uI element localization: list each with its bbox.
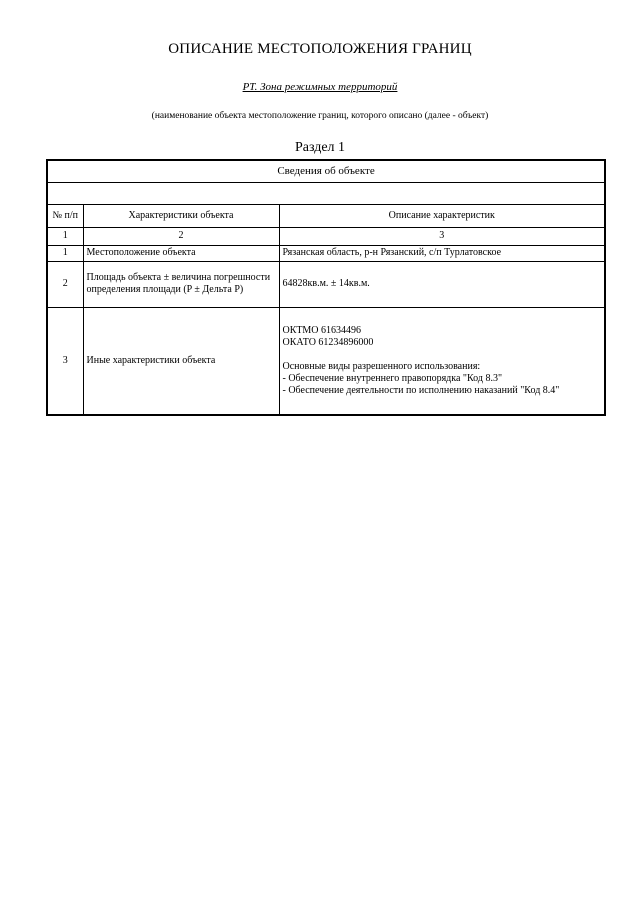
- column-header-characteristic: Характеристики объекта: [83, 204, 279, 227]
- column-number-3: 3: [279, 227, 605, 245]
- column-header-number: № п/п: [47, 204, 83, 227]
- row-number: 1: [47, 245, 83, 261]
- column-header-description: Описание характеристик: [279, 204, 605, 227]
- table-row: [47, 261, 605, 307]
- row-characteristic: Иные характеристики объекта: [83, 307, 279, 415]
- document-title: ОПИСАНИЕ МЕСТОПОЛОЖЕНИЯ ГРАНИЦ: [168, 41, 472, 57]
- table-row: [47, 245, 605, 261]
- row-number: 3: [47, 307, 83, 415]
- row-characteristic: Площадь объекта ± величина погрешности определения площади (P ± Дельта P): [83, 261, 279, 307]
- table-empty-row: [47, 182, 605, 204]
- row-description: Рязанская область, р-н Рязанский, с/п Турлатовское: [279, 245, 605, 261]
- section-heading: Раздел 1: [294, 140, 346, 155]
- row-description: ОКТМО 61634496 ОКАТО 61234896000 Основные виды разрешенного использования: - Обеспечение внутреннего правопорядка "Код 8.3" - Обеспечение деятельности по исполнению наказаний "Код 8.4": [279, 307, 605, 415]
- object-info-table: [46, 159, 606, 416]
- column-number-1: 1: [47, 227, 83, 245]
- row-characteristic: Местоположение объекта: [83, 245, 279, 261]
- object-name-caption: (наименование объекта местоположение границ, которого описано (далее - объект): [151, 111, 489, 121]
- row-description: 64828кв.м. ± 14кв.м.: [279, 261, 605, 307]
- row-number: 2: [47, 261, 83, 307]
- table-heading: Сведения об объекте: [47, 160, 605, 182]
- table-row: [47, 307, 605, 415]
- object-name: PT. Зона режимных территорий: [242, 81, 398, 93]
- column-number-2: 2: [83, 227, 279, 245]
